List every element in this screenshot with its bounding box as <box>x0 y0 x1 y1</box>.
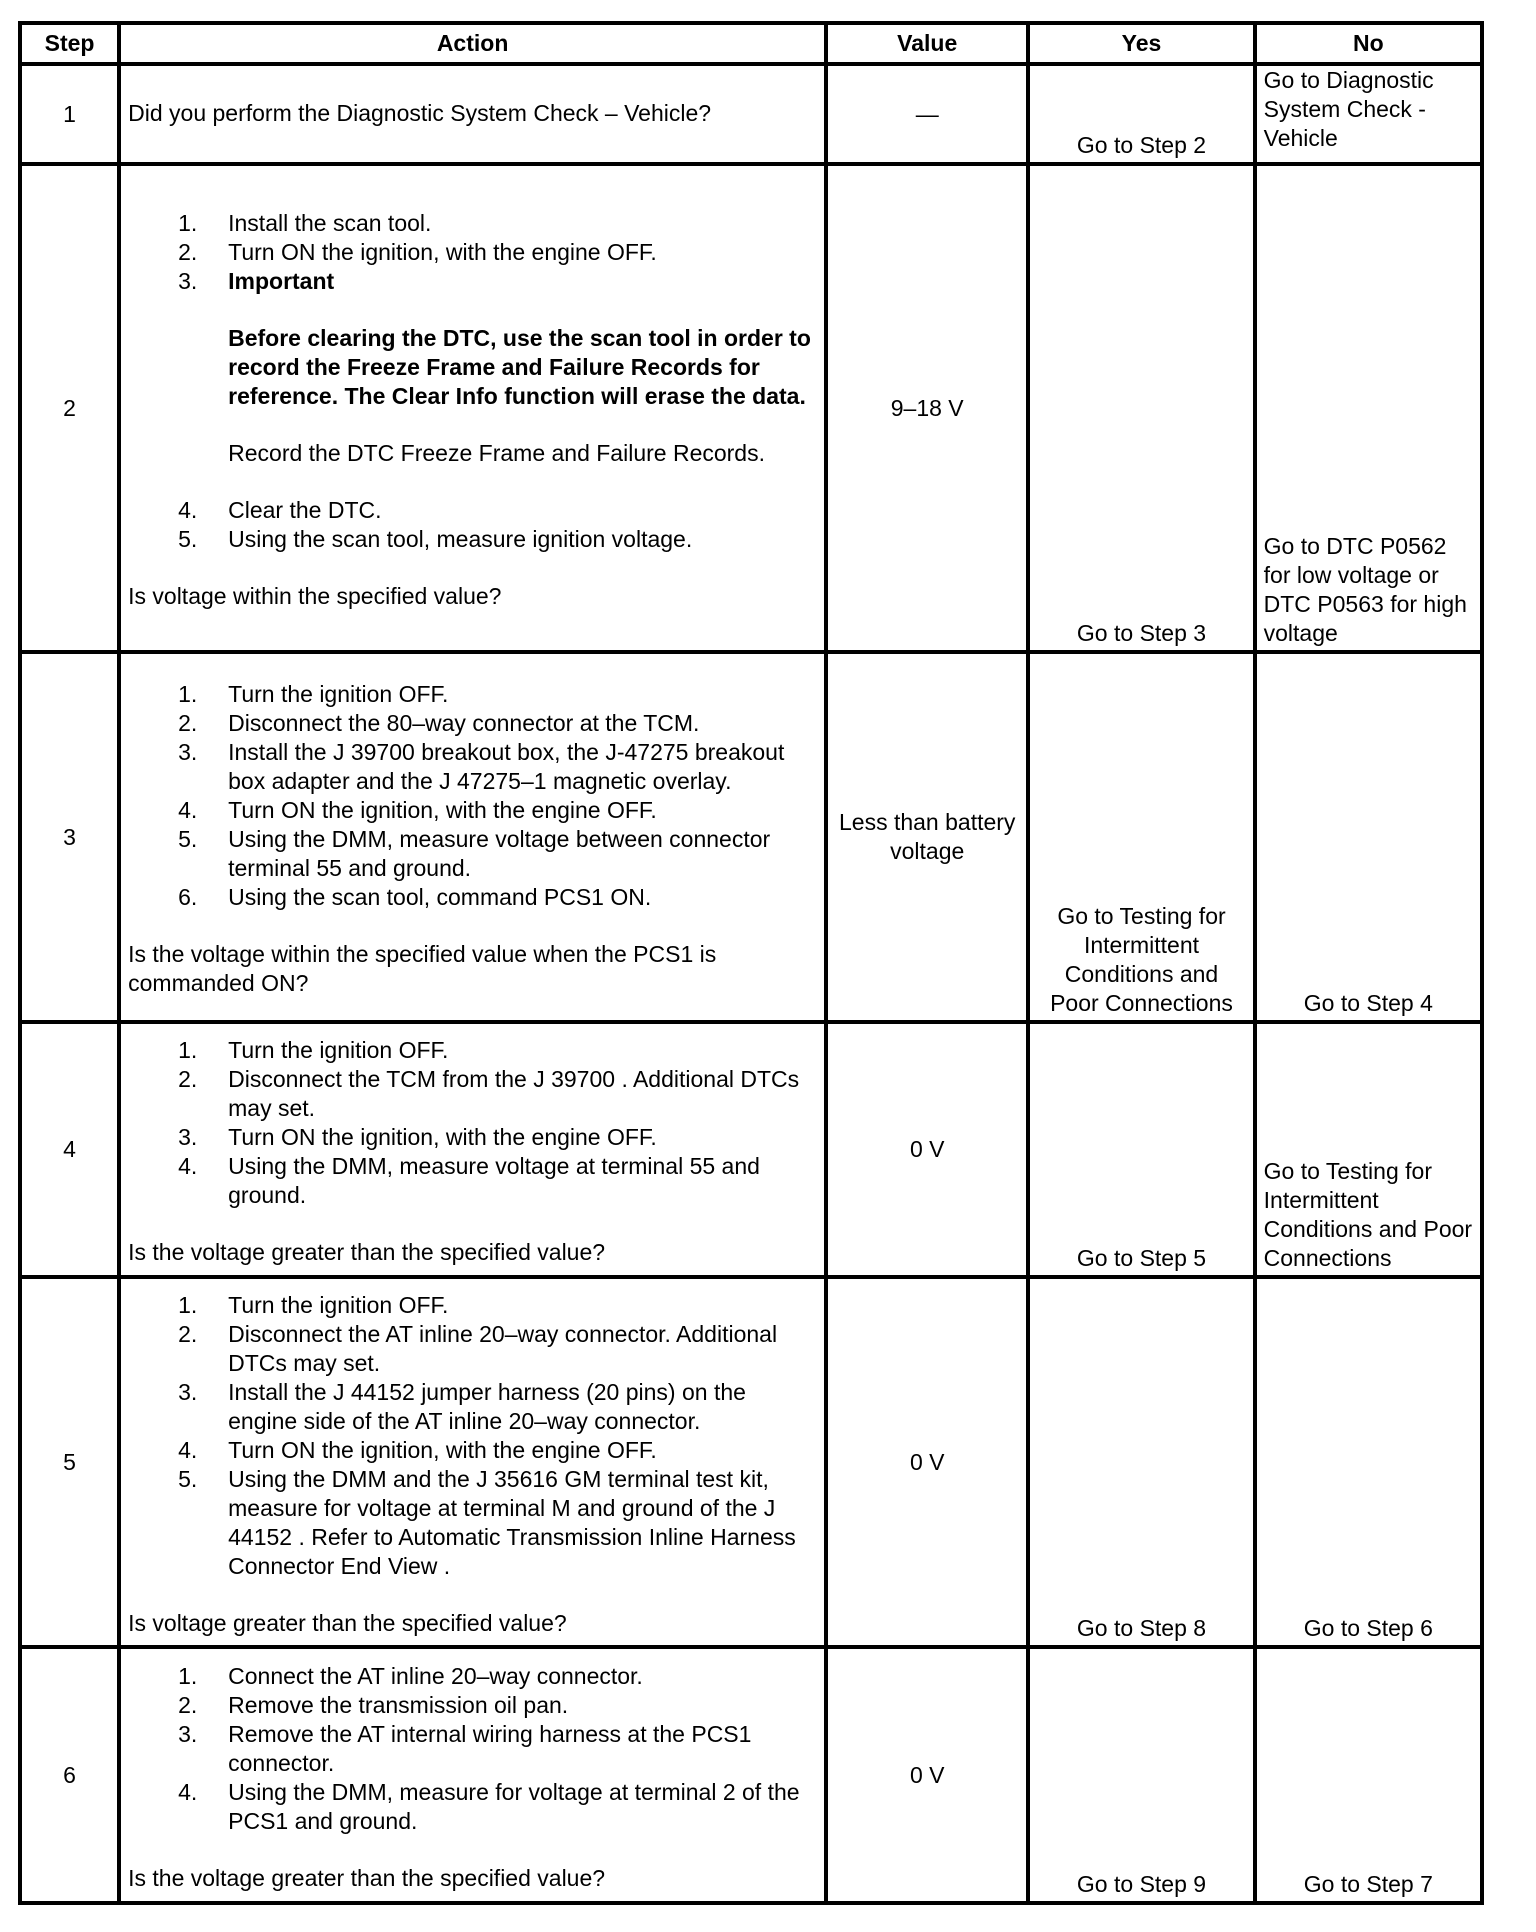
step-number: 1 <box>20 64 119 164</box>
table-row <box>20 164 1482 652</box>
action-question: Did you perform the Diagnostic System Check – Vehicle? <box>128 99 712 126</box>
yes-cell: Go to Step 5 <box>1028 1022 1254 1277</box>
header-step: Step <box>20 23 119 64</box>
action-step: 4. Clear the DTC. <box>178 497 382 523</box>
yes-cell: Go to Step 8 <box>1028 1277 1254 1647</box>
action-step: 4. Using the DMM, measure for voltage at terminal 2 of the PCS1 and ground. <box>178 1778 800 1834</box>
value-cell: — <box>826 64 1028 164</box>
action-step: 3. Turn ON the ignition, with the engine OFF. <box>178 1124 657 1150</box>
important-after: Record the DTC Freeze Frame and Failure Records. <box>228 440 765 466</box>
action-question: Is the voltage within the specified value when the PCS1 is commanded ON? <box>128 941 717 996</box>
step-number: 3 <box>20 652 119 1022</box>
action-step: 5. Using the DMM, measure voltage between connector terminal 55 and ground. <box>178 826 771 881</box>
yes-cell: Go to Step 2 <box>1028 64 1254 164</box>
header-no: No <box>1255 23 1482 64</box>
no-cell: Go to Diagnostic System Check - Vehicle <box>1255 64 1482 164</box>
action-step: 1. Install the scan tool. <box>178 210 432 236</box>
yes-cell: Go to Step 9 <box>1028 1647 1254 1903</box>
value-cell: 0 V <box>826 1277 1028 1647</box>
table-row <box>20 1647 1482 1903</box>
step-number: 6 <box>20 1647 119 1903</box>
action-step: 3. Install the J 44152 jumper harness (20 pins) on the engine side of the AT inline 20–way connector. <box>178 1378 746 1434</box>
action-step: 2. Remove the transmission oil pan. <box>178 1691 569 1718</box>
no-cell: Go to Testing for Intermittent Conditions and Poor Connections <box>1255 1022 1482 1277</box>
header-row <box>20 23 1482 64</box>
important-note: Before clearing the DTC, use the scan tool in order to record the Freeze Frame and Failure Records for reference. The Clear Info function will erase the data. <box>228 325 811 409</box>
header-yes: Yes <box>1028 23 1254 64</box>
action-step: 2. Disconnect the 80–way connector at the TCM. <box>178 710 700 736</box>
action-steps <box>128 496 817 554</box>
step-number: 2 <box>20 164 119 652</box>
action-step: 3. Remove the AT internal wiring harness at the PCS1 connector. <box>178 1720 752 1776</box>
step-number: 5 <box>20 1277 119 1647</box>
action-cell <box>119 164 826 652</box>
action-step: 1. Turn the ignition OFF. <box>178 1291 449 1318</box>
action-cell <box>119 1022 826 1277</box>
action-step: 3. Important Before clearing the DTC, use the scan tool in order to record the Freeze Frame and Failure Records for reference. The Clear Info function will erase the data. Record the DTC Freeze Frame and Failure Records. <box>128 267 817 468</box>
table-row <box>20 1277 1482 1647</box>
header-action: Action <box>119 23 826 64</box>
action-step: 2. Disconnect the TCM from the J 39700 . Additional DTCs may set. <box>178 1066 800 1121</box>
important-heading: Important <box>228 268 335 294</box>
no-cell: Go to Step 7 <box>1255 1647 1482 1903</box>
value-cell: 9–18 V <box>826 164 1028 652</box>
action-step: 2. Turn ON the ignition, with the engine OFF. <box>178 239 657 265</box>
action-steps <box>128 1291 817 1581</box>
no-cell: Go to Step 6 <box>1255 1277 1482 1647</box>
action-step: 6. Using the scan tool, command PCS1 ON. <box>178 884 652 910</box>
table-row <box>20 64 1482 164</box>
step-number: 4 <box>20 1022 119 1277</box>
action-steps <box>128 209 817 468</box>
action-step: 5. Using the scan tool, measure ignition voltage. <box>178 526 693 552</box>
yes-cell: Go to Step 3 <box>1028 164 1254 652</box>
action-cell <box>119 64 826 164</box>
action-cell <box>119 1647 826 1903</box>
no-cell: Go to DTC P0562 for low voltage or DTC P0563 for high voltage <box>1255 164 1482 652</box>
action-question: Is voltage greater than the specified value? <box>128 1609 567 1636</box>
table-row <box>20 652 1482 1022</box>
header-value: Value <box>826 23 1028 64</box>
value-cell: 0 V <box>826 1022 1028 1277</box>
yes-cell: Go to Testing for Intermittent Conditions and Poor Connections <box>1028 652 1254 1022</box>
action-step: 2. Disconnect the AT inline 20–way connector. Additional DTCs may set. <box>178 1320 778 1376</box>
value-cell: 0 V <box>826 1647 1028 1903</box>
diagnostic-table <box>18 21 1484 1905</box>
table-row <box>20 1022 1482 1277</box>
action-cell <box>119 652 826 1022</box>
action-step: 1. Turn the ignition OFF. <box>178 1037 449 1063</box>
value-cell: Less than battery voltage <box>826 652 1028 1022</box>
action-step: 4. Using the DMM, measure voltage at terminal 55 and ground. <box>178 1153 760 1208</box>
action-steps <box>128 680 817 912</box>
action-question: Is the voltage greater than the specified value? <box>128 1864 606 1891</box>
action-steps <box>128 1662 817 1836</box>
action-step: 1. Connect the AT inline 20–way connector. <box>178 1662 643 1689</box>
action-question: Is voltage within the specified value? <box>128 583 502 609</box>
action-step: 1. Turn the ignition OFF. <box>178 681 449 707</box>
action-step: 3. Install the J 39700 breakout box, the J-47275 breakout box adapter and the J 47275–1 magnetic overlay. <box>178 739 785 794</box>
action-cell <box>119 1277 826 1647</box>
action-step: 5. Using the DMM and the J 35616 GM terminal test kit, measure for voltage at terminal M and ground of the J 44152 . Refer to Automatic Transmission Inline Harness Connector End View . <box>178 1465 796 1579</box>
action-step: 4. Turn ON the ignition, with the engine OFF. <box>178 1436 657 1463</box>
action-step: 4. Turn ON the ignition, with the engine OFF. <box>178 797 657 823</box>
no-cell: Go to Step 4 <box>1255 652 1482 1022</box>
action-question: Is the voltage greater than the specified value? <box>128 1239 606 1265</box>
action-steps <box>128 1036 817 1210</box>
